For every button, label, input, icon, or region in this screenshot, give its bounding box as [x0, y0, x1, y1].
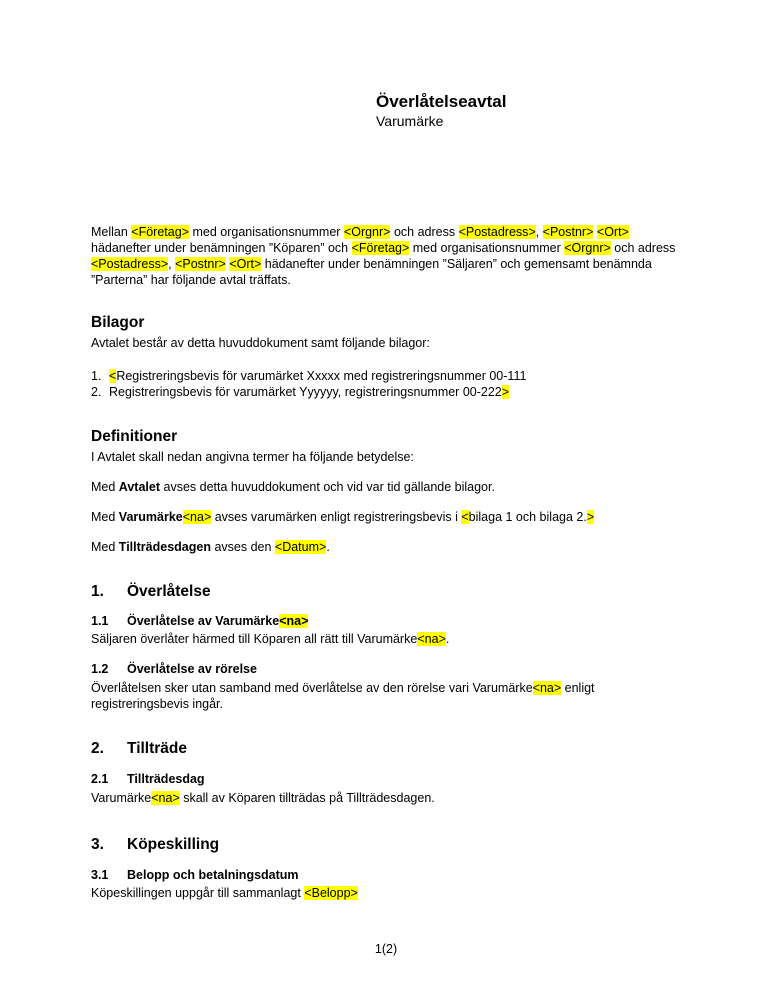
placeholder-ort: <Ort> — [596, 225, 629, 239]
definitioner-text: I Avtalet skall nedan angivna termer ha följande betydelse: — [91, 450, 414, 464]
list-item: 1. <Registreringsbevis för varumärket Xxxxx med registreringsnummer 00‑111 — [91, 369, 527, 383]
bilagor-text: Avtalet består av detta huvuddokument samt följande bilagor: — [91, 336, 430, 350]
section-3-1-text: Köpeskillingen uppgår till sammanlagt <Belopp> — [91, 886, 358, 900]
intro-paragraph: Mellan <Företag> med organisationsnummer <Orgnr> och adress <Postadress>, <Postnr> <Ort> hädanefter under benämningen ”Köparen” och <Företag> med organisationsnummer <Orgnr> och adress <Postadress>, <Postnr> <Ort> hädanefter under benämningen ”Säljaren” och gemensamt benämnda ”Parterna” har följande avtal träffats. — [91, 225, 676, 287]
section-3-heading: 3. Köpeskilling — [91, 836, 220, 853]
placeholder-postnr: <Postnr> — [542, 225, 594, 239]
list-item: 2. Registreringsbevis för varumärket Yyyyyy, registreringsnummer 00‑222> — [91, 385, 510, 399]
document-title: Överlåtelseavtal — [376, 92, 507, 111]
section-1-heading: 1. Överlåtelse — [91, 583, 211, 600]
definition-varumarke: Med Varumärke<na> avses varumärken enligt registreringsbevis i <bilaga 1 och bilaga 2.> — [91, 510, 595, 524]
section-2-1-text: Varumärke<na> skall av Köparen tillträdas på Tillträdesdagen. — [91, 791, 435, 805]
placeholder-ort: <Ort> — [229, 257, 262, 271]
section-1-2-text: Överlåtelsen sker utan samband med överlåtelse av den rörelse vari Varumärke<na> enligt registreringsbevis ingår. — [91, 681, 595, 711]
placeholder-postadress: <Postadress> — [91, 257, 169, 271]
bilagor-list — [91, 368, 526, 400]
heading-definitioner: Definitioner — [91, 428, 178, 445]
section-1-1-heading: 1.1 Överlåtelse av Varumärke<na> — [91, 614, 309, 628]
page-number: 1(2) — [374, 942, 398, 956]
heading-bilagor: Bilagor — [91, 314, 145, 331]
placeholder-orgnr: <Orgnr> — [564, 241, 611, 255]
placeholder-foretag: <Företag> — [351, 241, 410, 255]
definition-tilltradesdagen: Med Tillträdesdagen avses den <Datum>. — [91, 540, 330, 554]
section-2-heading: 2. Tillträde — [91, 740, 188, 757]
document-subtitle: Varumärke — [376, 113, 444, 129]
definition-avtalet: Med Avtalet avses detta huvuddokument och vid var tid gällande bilagor. — [91, 480, 495, 494]
section-3-1-heading: 3.1 Belopp och betalningsdatum — [91, 868, 299, 882]
section-1-2-heading: 1.2 Överlåtelse av rörelse — [91, 662, 257, 676]
placeholder-postadress: <Postadress> — [458, 225, 536, 239]
section-2-1-heading: 2.1 Tillträdesdag — [91, 772, 205, 786]
placeholder-orgnr: <Orgnr> — [343, 225, 391, 239]
placeholder-foretag: <Företag> — [131, 225, 189, 239]
section-1-1-text: Säljaren överlåter härmed till Köparen all rätt till Varumärke<na>. — [91, 632, 450, 646]
placeholder-postnr: <Postnr> — [175, 257, 226, 271]
